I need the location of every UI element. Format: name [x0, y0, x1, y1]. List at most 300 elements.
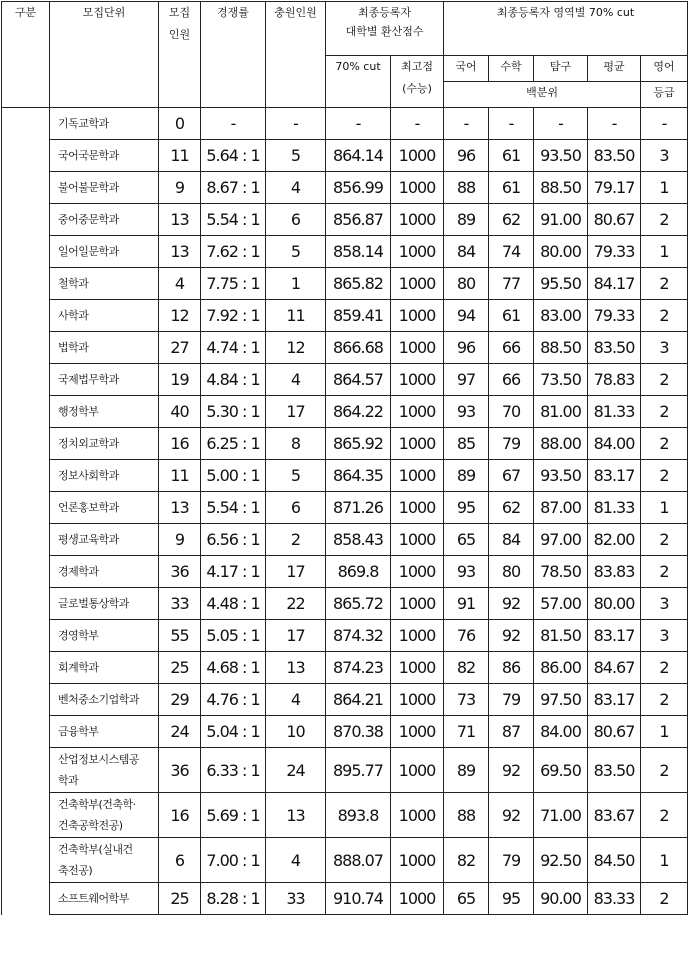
cell-additional: 5 [266, 460, 326, 492]
cell-korean: 71 [444, 716, 489, 748]
cell-english: 2 [641, 460, 688, 492]
header-korean: 국어 [444, 56, 489, 82]
table-row [2, 172, 688, 204]
cell-max: 1000 [391, 140, 444, 172]
cell-math: 61 [489, 140, 534, 172]
cell-inquiry: 84.00 [534, 716, 588, 748]
cell-math: 77 [489, 268, 534, 300]
cell-max: 1000 [391, 332, 444, 364]
table-row [2, 588, 688, 620]
cell-max: 1000 [391, 492, 444, 524]
cell-math: 79 [489, 428, 534, 460]
cell-average: 83.50 [588, 332, 641, 364]
table-row [2, 793, 688, 838]
cell-math: 66 [489, 332, 534, 364]
cell-korean: 84 [444, 236, 489, 268]
cell-quota: 16 [159, 428, 201, 460]
cell-quota: 25 [159, 652, 201, 684]
cell-math: - [489, 108, 534, 140]
cell-math: 79 [489, 838, 534, 883]
header-math: 수학 [489, 56, 534, 82]
cell-additional: 4 [266, 172, 326, 204]
cell-inquiry: 88.00 [534, 428, 588, 460]
cell-max: 1000 [391, 748, 444, 793]
cell-average: 84.67 [588, 652, 641, 684]
cell-math: 92 [489, 793, 534, 838]
header-cut70: 70% cut [326, 56, 391, 108]
cell-english: 2 [641, 396, 688, 428]
cell-cut70: 856.99 [326, 172, 391, 204]
header-additional: 충원인원 [266, 2, 326, 108]
table-row [2, 236, 688, 268]
cell-max: 1000 [391, 556, 444, 588]
cell-quota: 27 [159, 332, 201, 364]
admission-results-table [1, 1, 688, 915]
cell-math: 66 [489, 364, 534, 396]
cell-additional: 33 [266, 883, 326, 915]
cell-korean: 76 [444, 620, 489, 652]
cell-cut70: - [326, 108, 391, 140]
cell-competition: 6.56 : 1 [201, 524, 266, 556]
cell-competition: 5.64 : 1 [201, 140, 266, 172]
cell-average: 78.83 [588, 364, 641, 396]
table-row [2, 883, 688, 915]
cell-unit-name [50, 748, 159, 793]
cell-cut70: 864.22 [326, 396, 391, 428]
cell-competition: 5.04 : 1 [201, 716, 266, 748]
cell-cut70: 864.14 [326, 140, 391, 172]
table-row [2, 748, 688, 793]
cell-competition: 8.67 : 1 [201, 172, 266, 204]
cell-additional: 5 [266, 236, 326, 268]
cell-competition: 7.92 : 1 [201, 300, 266, 332]
cell-inquiry: 80.00 [534, 236, 588, 268]
cell-unit-name: 금융학부 [50, 716, 159, 748]
cell-cut70: 858.43 [326, 524, 391, 556]
cell-additional: 6 [266, 492, 326, 524]
cell-competition: 7.00 : 1 [201, 838, 266, 883]
cell-english: 1 [641, 172, 688, 204]
cell-competition: 7.62 : 1 [201, 236, 266, 268]
cell-inquiry: 91.00 [534, 204, 588, 236]
cell-english: 2 [641, 793, 688, 838]
table-row [2, 652, 688, 684]
cell-quota: 36 [159, 748, 201, 793]
cell-english: 2 [641, 556, 688, 588]
cell-math: 80 [489, 556, 534, 588]
cell-math: 86 [489, 652, 534, 684]
header-quota [159, 2, 201, 108]
cell-additional: 2 [266, 524, 326, 556]
cell-competition: 7.75 : 1 [201, 268, 266, 300]
cell-max: 1000 [391, 364, 444, 396]
cell-cut70: 895.77 [326, 748, 391, 793]
table-row [2, 492, 688, 524]
cell-max: 1000 [391, 172, 444, 204]
cell-quota: 4 [159, 268, 201, 300]
cell-english: 1 [641, 236, 688, 268]
cell-inquiry: 86.00 [534, 652, 588, 684]
cell-competition: 5.00 : 1 [201, 460, 266, 492]
cell-math: 92 [489, 620, 534, 652]
cell-cut70: 858.14 [326, 236, 391, 268]
cell-max: 1000 [391, 204, 444, 236]
cell-korean: 88 [444, 172, 489, 204]
table-row [2, 460, 688, 492]
cell-additional: 4 [266, 684, 326, 716]
cell-english: 3 [641, 588, 688, 620]
header-final-score [326, 2, 444, 56]
cell-english: 3 [641, 140, 688, 172]
cell-max: 1000 [391, 236, 444, 268]
cell-competition: 5.69 : 1 [201, 793, 266, 838]
cell-inquiry: 95.50 [534, 268, 588, 300]
cell-max: 1000 [391, 588, 444, 620]
cell-korean: 65 [444, 524, 489, 556]
cell-cut70: 856.87 [326, 204, 391, 236]
cell-korean: 85 [444, 428, 489, 460]
cell-inquiry: 57.00 [534, 588, 588, 620]
cell-cut70: 865.72 [326, 588, 391, 620]
cell-unit-name: 일어일문학과 [50, 236, 159, 268]
cell-english: 3 [641, 620, 688, 652]
cell-inquiry: 90.00 [534, 883, 588, 915]
cell-inquiry: 93.50 [534, 460, 588, 492]
cell-max: 1000 [391, 716, 444, 748]
cell-competition: 8.28 : 1 [201, 883, 266, 915]
cell-competition: 4.84 : 1 [201, 364, 266, 396]
cell-korean: 82 [444, 838, 489, 883]
cell-additional: 10 [266, 716, 326, 748]
cell-quota: 13 [159, 204, 201, 236]
cell-unit-name: 소프트웨어학부 [50, 883, 159, 915]
cell-korean: 65 [444, 883, 489, 915]
cell-unit-name-line2: 축전공) [58, 864, 93, 877]
cell-average: 81.33 [588, 396, 641, 428]
table-row [2, 620, 688, 652]
cell-max: 1000 [391, 428, 444, 460]
cell-unit-name [50, 793, 159, 838]
cell-korean: 88 [444, 793, 489, 838]
cell-max: 1000 [391, 883, 444, 915]
cell-unit-name: 기독교학과 [50, 108, 159, 140]
cell-additional: 17 [266, 396, 326, 428]
cell-additional: 13 [266, 652, 326, 684]
cell-inquiry: 97.00 [534, 524, 588, 556]
cell-english: 2 [641, 524, 688, 556]
cell-quota: 11 [159, 140, 201, 172]
cell-competition: 5.30 : 1 [201, 396, 266, 428]
cell-unit-name-line2: 건축공학전공) [58, 819, 123, 832]
table-row [2, 428, 688, 460]
cell-unit-name-line2: 학과 [58, 774, 79, 787]
cell-average: 84.50 [588, 838, 641, 883]
cell-max: 1000 [391, 793, 444, 838]
cell-additional: 13 [266, 793, 326, 838]
header-quota-line2: 인원 [168, 28, 191, 41]
header-inquiry: 탐구 [534, 56, 588, 82]
cell-quota: 11 [159, 460, 201, 492]
cell-english: 2 [641, 204, 688, 236]
cell-competition: 4.48 : 1 [201, 588, 266, 620]
cell-math: 84 [489, 524, 534, 556]
cell-competition: 5.05 : 1 [201, 620, 266, 652]
cell-math: 95 [489, 883, 534, 915]
cell-inquiry: 97.50 [534, 684, 588, 716]
cell-korean: - [444, 108, 489, 140]
cell-average: 83.50 [588, 140, 641, 172]
cell-max: - [391, 108, 444, 140]
cell-max: 1000 [391, 524, 444, 556]
cell-cut70: 910.74 [326, 883, 391, 915]
cell-additional: 12 [266, 332, 326, 364]
cell-korean: 89 [444, 460, 489, 492]
cell-additional: 24 [266, 748, 326, 793]
cell-average: 83.17 [588, 684, 641, 716]
cell-english: 2 [641, 364, 688, 396]
cell-english: 2 [641, 428, 688, 460]
header-max-line1: 최고점 [401, 60, 433, 73]
cell-unit-name: 글로벌통상학과 [50, 588, 159, 620]
cell-quota: 40 [159, 396, 201, 428]
table-header [2, 2, 688, 108]
cell-math: 67 [489, 460, 534, 492]
cell-korean: 80 [444, 268, 489, 300]
table-row [2, 204, 688, 236]
cell-korean: 96 [444, 140, 489, 172]
cell-cut70: 865.92 [326, 428, 391, 460]
cell-korean: 97 [444, 364, 489, 396]
cell-max: 1000 [391, 300, 444, 332]
cell-unit-name: 철학과 [50, 268, 159, 300]
cell-cut70: 888.07 [326, 838, 391, 883]
cell-additional: 11 [266, 300, 326, 332]
cell-unit-name-line1: 산업정보시스템공 [58, 753, 140, 766]
cell-unit-name: 중어중문학과 [50, 204, 159, 236]
cell-max: 1000 [391, 652, 444, 684]
cell-average: 81.33 [588, 492, 641, 524]
cell-competition: 6.33 : 1 [201, 748, 266, 793]
cell-quota: 55 [159, 620, 201, 652]
table-row [2, 396, 688, 428]
cell-math: 79 [489, 684, 534, 716]
table-row [2, 108, 688, 140]
cell-quota: 16 [159, 793, 201, 838]
cell-inquiry: 73.50 [534, 364, 588, 396]
cell-unit-name: 벤처중소기업학과 [50, 684, 159, 716]
table-row [2, 838, 688, 883]
cell-average: 83.83 [588, 556, 641, 588]
cell-math: 92 [489, 588, 534, 620]
cell-max: 1000 [391, 684, 444, 716]
cell-average: 83.33 [588, 883, 641, 915]
cell-max: 1000 [391, 396, 444, 428]
cell-unit-name: 국어국문학과 [50, 140, 159, 172]
cell-english: 2 [641, 652, 688, 684]
cell-inquiry: 87.00 [534, 492, 588, 524]
header-max [391, 56, 444, 108]
cell-inquiry: - [534, 108, 588, 140]
cell-quota: 36 [159, 556, 201, 588]
cell-quota: 6 [159, 838, 201, 883]
cell-quota: 24 [159, 716, 201, 748]
cell-additional: 17 [266, 620, 326, 652]
header-final-score-line2: 대학별 환산점수 [345, 25, 424, 38]
cell-cut70: 866.68 [326, 332, 391, 364]
table-row [2, 364, 688, 396]
cell-unit-name: 경제학과 [50, 556, 159, 588]
cell-unit-name: 평생교육학과 [50, 524, 159, 556]
cell-english: 3 [641, 332, 688, 364]
cell-average: - [588, 108, 641, 140]
cell-inquiry: 88.50 [534, 172, 588, 204]
table-row [2, 300, 688, 332]
cell-cut70: 865.82 [326, 268, 391, 300]
header-percentile: 백분위 [444, 82, 641, 108]
table-row [2, 556, 688, 588]
cell-quota: 0 [159, 108, 201, 140]
cell-average: 80.67 [588, 716, 641, 748]
cell-inquiry: 81.50 [534, 620, 588, 652]
cell-quota: 13 [159, 236, 201, 268]
cell-max: 1000 [391, 620, 444, 652]
header-final-score-line1: 최종등록자 [357, 6, 412, 19]
table-body [2, 108, 688, 915]
cell-inquiry: 81.00 [534, 396, 588, 428]
cell-competition: 5.54 : 1 [201, 204, 266, 236]
cell-average: 80.00 [588, 588, 641, 620]
cell-average: 82.00 [588, 524, 641, 556]
header-max-line2: (수능) [402, 82, 432, 95]
cell-english: 1 [641, 838, 688, 883]
cell-inquiry: 83.00 [534, 300, 588, 332]
cell-math: 61 [489, 172, 534, 204]
cell-unit-name-line1: 건축학부(실내건 [58, 843, 133, 856]
cell-additional: 8 [266, 428, 326, 460]
cell-unit-name-line1: 건축학부(건축학· [58, 798, 136, 811]
cell-math: 92 [489, 748, 534, 793]
cell-inquiry: 92.50 [534, 838, 588, 883]
cell-cut70: 869.8 [326, 556, 391, 588]
cell-cut70: 859.41 [326, 300, 391, 332]
cell-additional: 5 [266, 140, 326, 172]
cell-korean: 93 [444, 396, 489, 428]
cell-math: 61 [489, 300, 534, 332]
header-gubun: 구분 [2, 2, 50, 108]
cell-cut70: 864.21 [326, 684, 391, 716]
cell-cut70: 893.8 [326, 793, 391, 838]
cell-unit-name: 정치외교학과 [50, 428, 159, 460]
cell-unit-name: 불어불문학과 [50, 172, 159, 204]
cell-korean: 95 [444, 492, 489, 524]
cell-english: 2 [641, 268, 688, 300]
cell-math: 70 [489, 396, 534, 428]
cell-unit-name: 법학과 [50, 332, 159, 364]
cell-unit-name: 언론홍보학과 [50, 492, 159, 524]
table-row [2, 716, 688, 748]
cell-average: 84.00 [588, 428, 641, 460]
cell-unit-name [50, 838, 159, 883]
cell-additional: 22 [266, 588, 326, 620]
cell-unit-name: 행정학부 [50, 396, 159, 428]
cell-gubun [2, 108, 50, 915]
cell-competition: - [201, 108, 266, 140]
cell-quota: 13 [159, 492, 201, 524]
cell-korean: 89 [444, 204, 489, 236]
cell-competition: 4.68 : 1 [201, 652, 266, 684]
cell-unit-name: 회계학과 [50, 652, 159, 684]
cell-unit-name: 정보사회학과 [50, 460, 159, 492]
cell-additional: 4 [266, 838, 326, 883]
cell-average: 79.33 [588, 236, 641, 268]
cell-competition: 4.17 : 1 [201, 556, 266, 588]
cell-max: 1000 [391, 460, 444, 492]
cell-math: 74 [489, 236, 534, 268]
header-english-line1: 영어 [641, 56, 688, 82]
cell-additional: - [266, 108, 326, 140]
cell-cut70: 864.35 [326, 460, 391, 492]
table-row [2, 268, 688, 300]
cell-english: 2 [641, 748, 688, 793]
cell-korean: 73 [444, 684, 489, 716]
cell-english: 1 [641, 716, 688, 748]
cell-cut70: 864.57 [326, 364, 391, 396]
cell-competition: 5.54 : 1 [201, 492, 266, 524]
table-row [2, 332, 688, 364]
cell-english: 2 [641, 684, 688, 716]
cell-average: 83.50 [588, 748, 641, 793]
cell-korean: 89 [444, 748, 489, 793]
cell-quota: 29 [159, 684, 201, 716]
cell-korean: 94 [444, 300, 489, 332]
cell-additional: 6 [266, 204, 326, 236]
cell-max: 1000 [391, 838, 444, 883]
header-quota-line1: 모집 [168, 6, 191, 19]
cell-cut70: 874.32 [326, 620, 391, 652]
cell-unit-name: 사학과 [50, 300, 159, 332]
header-area-cut: 최종등록자 영역별 70% cut [444, 2, 688, 56]
table-row [2, 684, 688, 716]
cell-quota: 25 [159, 883, 201, 915]
cell-cut70: 870.38 [326, 716, 391, 748]
cell-inquiry: 88.50 [534, 332, 588, 364]
header-competition: 경쟁률 [201, 2, 266, 108]
table-row [2, 140, 688, 172]
cell-average: 79.33 [588, 300, 641, 332]
cell-max: 1000 [391, 268, 444, 300]
cell-average: 83.17 [588, 620, 641, 652]
cell-average: 80.67 [588, 204, 641, 236]
cell-average: 83.17 [588, 460, 641, 492]
cell-cut70: 874.23 [326, 652, 391, 684]
header-english-line2: 등급 [641, 82, 688, 108]
cell-additional: 1 [266, 268, 326, 300]
cell-quota: 12 [159, 300, 201, 332]
cell-korean: 91 [444, 588, 489, 620]
cell-competition: 6.25 : 1 [201, 428, 266, 460]
cell-english: 2 [641, 883, 688, 915]
cell-math: 87 [489, 716, 534, 748]
cell-unit-name: 국제법무학과 [50, 364, 159, 396]
header-unit: 모집단위 [50, 2, 159, 108]
cell-average: 79.17 [588, 172, 641, 204]
cell-korean: 82 [444, 652, 489, 684]
cell-inquiry: 69.50 [534, 748, 588, 793]
cell-korean: 93 [444, 556, 489, 588]
table-row [2, 524, 688, 556]
cell-quota: 9 [159, 172, 201, 204]
cell-inquiry: 93.50 [534, 140, 588, 172]
